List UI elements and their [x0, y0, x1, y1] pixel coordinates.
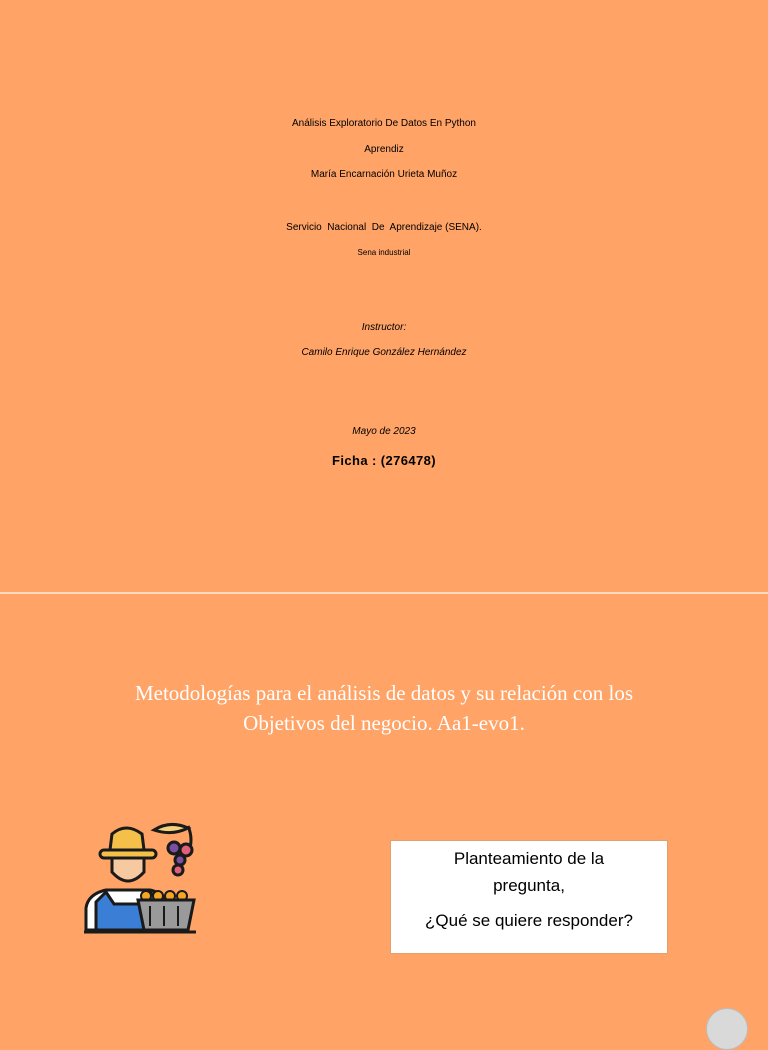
course-title: Análisis Exploratorio De Datos En Python: [292, 118, 476, 129]
question-box: [390, 840, 668, 954]
question-line-2: pregunta,: [493, 876, 565, 895]
activity-title: [60, 678, 708, 738]
instructor-label: Instructor:: [361, 322, 407, 333]
institution-name: Servicio Nacional De Aprendizaje (SENA).: [286, 222, 482, 233]
date-text: Mayo de 2023: [352, 426, 416, 437]
content-page: [0, 594, 768, 1024]
activity-title-line-2: Objetivos del negocio. Aa1-evo1.: [243, 711, 525, 735]
student-name: María Encarnación Urieta Muñoz: [310, 169, 458, 180]
farmer-icon: [80, 820, 200, 940]
activity-title-line-1: Metodologías para el análisis de datos y su relación con los: [134, 681, 634, 705]
ficha-number: Ficha : (276478): [332, 453, 436, 468]
scroll-circle-button[interactable]: [706, 1008, 748, 1050]
question-line-1: Planteamiento de la: [453, 849, 605, 868]
campus-name: Sena industrial: [357, 248, 411, 257]
role-label: Aprendiz: [364, 144, 404, 155]
instructor-name: Camilo Enrique González Hernández: [301, 347, 467, 358]
question-line-3: ¿Qué se quiere responder?: [425, 911, 633, 930]
